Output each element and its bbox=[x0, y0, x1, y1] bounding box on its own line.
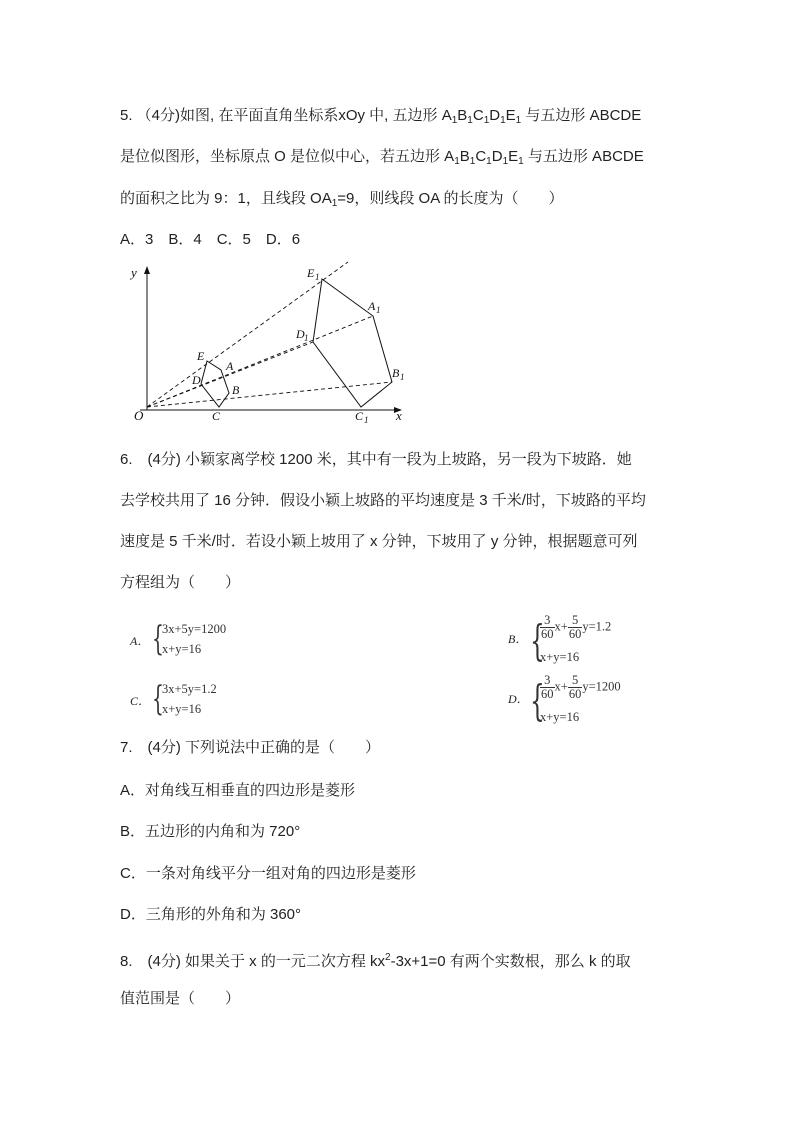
q6-option-b-label: B． bbox=[508, 632, 528, 646]
q6-option-c bbox=[130, 680, 330, 722]
q7-option-a: A．对角线互相垂直的四边形是菱形 bbox=[120, 782, 356, 799]
q6-option-a bbox=[130, 620, 330, 662]
label-c1: C bbox=[355, 409, 364, 423]
label-a: A bbox=[226, 359, 234, 373]
label-d1: D bbox=[296, 327, 305, 341]
q6-option-c-label: C． bbox=[130, 694, 151, 708]
q6-option-c-eq1: 3x+5y=1.2 bbox=[162, 682, 217, 696]
q6-option-d-eq1: $\frac{3}{60}$ x+ $\frac{5}{60}$ y=1200 bbox=[541, 673, 621, 701]
label-b: B bbox=[232, 383, 240, 397]
label-e: E bbox=[197, 349, 205, 363]
q6-option-d-eq2: x+y=16 bbox=[540, 710, 580, 724]
q6-option-d-label: D． bbox=[508, 692, 529, 706]
label-a1: A bbox=[368, 299, 376, 313]
label-b1: B bbox=[392, 366, 400, 380]
label-x: x bbox=[396, 408, 402, 423]
q6-option-c-brace: { bbox=[152, 679, 164, 719]
q6-option-d-brace: { bbox=[530, 676, 545, 725]
q6-option-d bbox=[508, 674, 708, 728]
q7-option-d: D．三角形的外角和为 360° bbox=[120, 906, 302, 923]
ray-oe bbox=[147, 262, 348, 407]
q7-option-c: C．一条对角线平分一组对角的四边形是菱形 bbox=[120, 865, 416, 882]
q6-option-b-eq1: $\frac{3}{60}$ x+ $\frac{5}{60}$ y=1.2 bbox=[541, 613, 612, 641]
ray-od bbox=[147, 342, 313, 407]
q6-line-1: 6. (4分) 小颖家离学校 1200 米，其中有一段为上坡路，另一段为下坡路．她 bbox=[120, 451, 632, 468]
pentagon-abcde bbox=[201, 361, 229, 407]
label-b1-sub: 1 bbox=[400, 372, 405, 382]
q8-line-1: 8. (4分) 如果关于 x 的一元二次方程 $kx^2-3x+1=0$ 有两个实数根，那么 k 的取 bbox=[120, 952, 631, 970]
q6-option-b-eq2: x+y=16 bbox=[540, 650, 580, 664]
ray-ob bbox=[147, 382, 392, 407]
label-d1-sub: 1 bbox=[304, 333, 309, 343]
label-c: C bbox=[212, 409, 221, 423]
y-axis-arrow bbox=[144, 266, 150, 274]
q6-option-a-brace: { bbox=[152, 619, 164, 659]
q7-stem: 7. (4分) 下列说法中正确的是（ ） bbox=[120, 739, 381, 756]
q8-line-2: 值范围是（ ） bbox=[120, 990, 241, 1007]
q6-option-c-eq2: x+y=16 bbox=[162, 702, 202, 716]
q6-option-b-brace: { bbox=[530, 616, 545, 665]
q5-line-1: 5. （4分)如图, 在平面直角坐标系xOy 中, 五边形 $A_1B_1C_1D_1E_1$ 与五边形 ABCDE bbox=[120, 107, 642, 126]
label-d: D bbox=[192, 373, 201, 387]
label-e1-sub: 1 bbox=[315, 272, 320, 282]
q6-line-4: 方程组为（ ） bbox=[120, 574, 241, 591]
q6-option-a-label: A． bbox=[130, 634, 150, 648]
q5-options: A．3 B．4 C．5 D．6 bbox=[120, 231, 301, 248]
label-y: y bbox=[131, 265, 137, 280]
label-a1-sub: 1 bbox=[376, 305, 381, 315]
q6-option-a-eq2: x+y=16 bbox=[162, 642, 202, 656]
q5-line-3: 的面积之比为 9：1，且线段 $OA_1=9$，则线段 OA 的长度为（ ） bbox=[120, 190, 564, 209]
label-e1: E bbox=[307, 266, 315, 280]
q6-line-3: 速度是 5 千米/时．若设小颖上坡用了 x 分钟，下坡用了 y 分钟，根据题意可列 bbox=[120, 533, 638, 550]
label-o: O bbox=[134, 408, 144, 423]
label-c1-sub: 1 bbox=[364, 415, 369, 425]
q6-line-2: 去学校共用了 16 分钟．假设小颖上坡路的平均速度是 3 千米/时，下坡路的平均 bbox=[120, 492, 646, 509]
q7-option-b: B．五边形的内角和为 720° bbox=[120, 823, 301, 840]
pentagon-a1b1c1d1e1 bbox=[313, 279, 392, 407]
similarity-figure bbox=[118, 258, 418, 428]
q6-option-a-eq1: 3x+5y=1200 bbox=[162, 622, 227, 636]
q6-option-b bbox=[508, 614, 708, 668]
q5-line-2: 是位似图形，坐标原点 O 是位似中心，若五边形 $A_1B_1C_1D_1E_1$ 与五边形 ABCDE bbox=[120, 148, 644, 167]
